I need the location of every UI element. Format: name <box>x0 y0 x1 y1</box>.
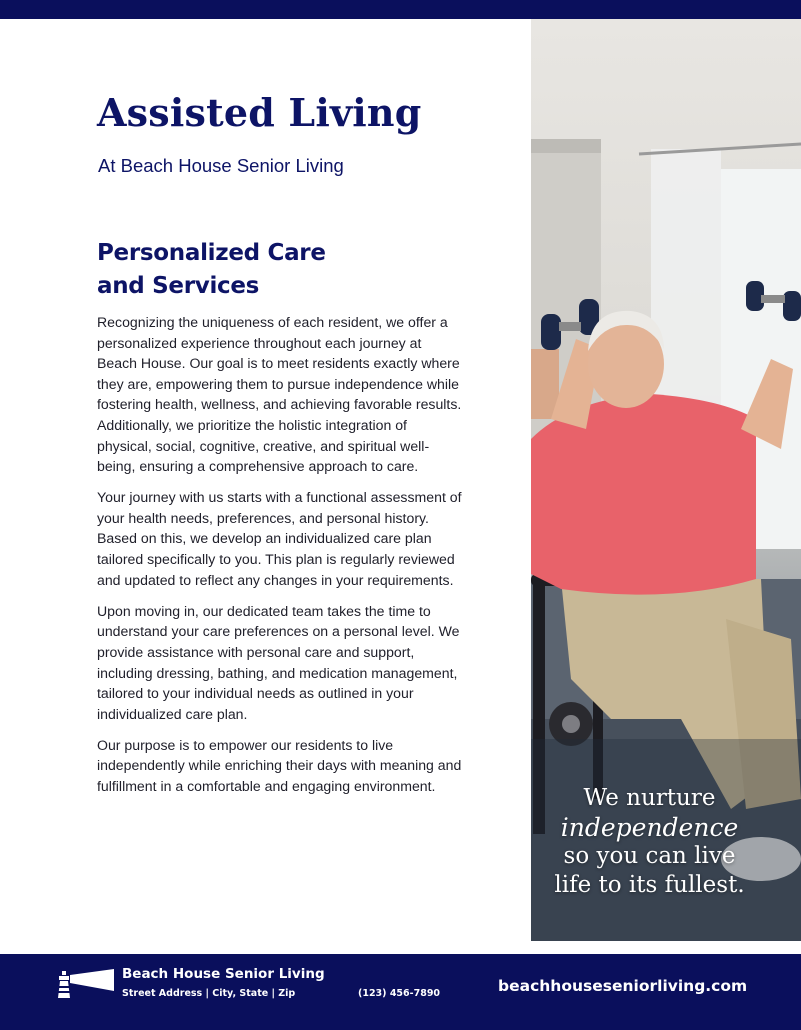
doorway-trim <box>531 139 601 153</box>
lighthouse-logo-icon <box>56 967 116 999</box>
shirt-shape <box>531 394 756 595</box>
footer-phone: (123) 456-7890 <box>358 988 441 999</box>
paragraph-3: Upon moving in, our dedicated team takes the time to understand your care preferences on a personal level. We provide assistance with personal care and support, including dressing, bathing, and medication management, tailored to your individual needs as outlined in your individualized care plan. <box>97 602 460 722</box>
quote-line-3: so you can live <box>563 843 736 869</box>
section-heading-line-1: Personalized Care <box>97 240 326 266</box>
page-subtitle: At Beach House Senior Living <box>98 155 344 176</box>
top-accent-bar <box>0 0 801 19</box>
section-heading <box>97 237 417 303</box>
section-heading-line-2: and Services <box>97 273 260 299</box>
quote-line-4: life to its fullest. <box>554 872 745 898</box>
paragraph-1: Recognizing the uniqueness of each resident, we offer a personalized experience throughout each journey at Beach House. Our goal is to meet residents exactly where they are, empowering them to pursue independence while fostering health, wellness, and achieving favorable results. Additionally, we prioritize the holistic integration of physical, social, cognitive, creative, and spiritual well-being, ensuring a comprehensive approach to care. <box>97 314 462 475</box>
footer-website-link[interactable]: beachhouseseniorliving.com <box>498 977 748 995</box>
quote-line-2: independence <box>560 813 739 842</box>
photo-quote <box>531 784 768 900</box>
paragraph-2: Your journey with us starts with a functional assessment of your health needs, preferences, and personal history. Based on this, we develop an individualized care plan tailored specifically to you. This plan is regularly reviewed and updated to reflect any changes in your requirements. <box>97 489 462 588</box>
quote-line-1: We nurture <box>583 785 716 811</box>
page-title: Assisted Living <box>97 90 422 135</box>
footer-org-name: Beach House Senior Living <box>122 966 325 982</box>
paragraph-4: Our purpose is to empower our residents to live independently while enriching their days with meaning and fulfillment in a comfortable and engaging environment. <box>97 736 462 794</box>
body-text <box>97 312 462 807</box>
chair-wheel-hub <box>562 715 580 733</box>
footer-address: Street Address | City, State | Zip <box>122 988 296 999</box>
